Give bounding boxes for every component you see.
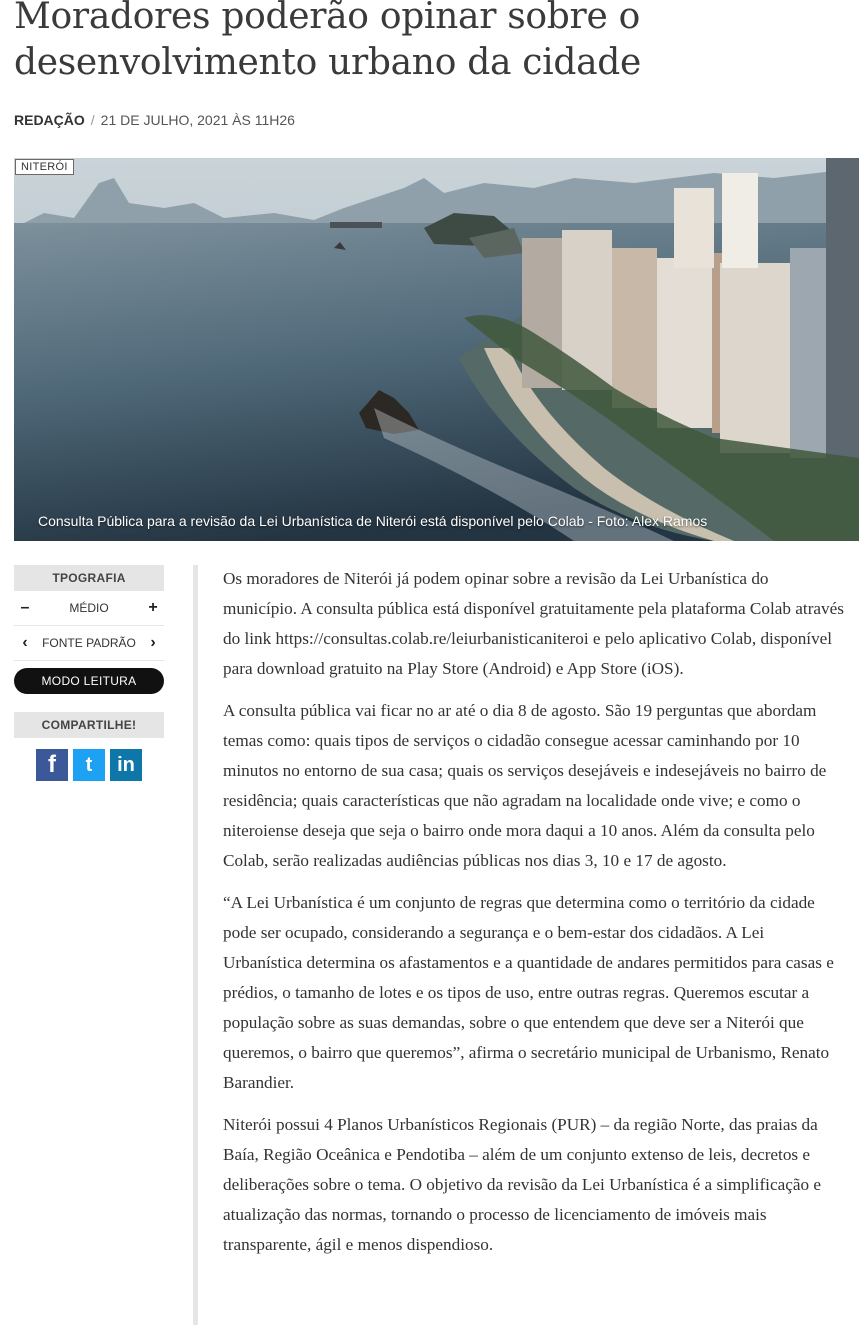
twitter-icon[interactable]: t xyxy=(73,749,105,781)
byline xyxy=(14,112,295,128)
typography-heading: TPOGRAFIA xyxy=(14,565,164,591)
article-title: Moradores poderão opinar sobre o desenvolvimento urbano da cidade xyxy=(14,0,641,83)
next-font-button[interactable]: › xyxy=(150,634,156,651)
linkedin-icon[interactable]: in xyxy=(110,749,142,781)
author-link[interactable]: REDAÇÃO xyxy=(14,112,85,128)
article-paragraph: “A Lei Urbanística é um conjunto de regras que determina como o território da cidade pode ser ocupado, considerando a segurança e o bem-estar dos cidadãos. A Lei Urbanística determina os afastamentos e a quantidade de andares permitidos para casas e prédios, o tamanho de lotes e os tipos de uso, entre outras regras. Queremos escutar a população sobre as suas demandas, sobre o que entendem que deve ser a Niterói que queremos, o bairro que queremos”, afirma o secretário municipal de Urbanismo, Renato Barandier. xyxy=(223,893,834,1092)
font-family-control xyxy=(14,626,164,661)
font-size-control xyxy=(14,591,164,626)
previous-font-button[interactable]: ‹ xyxy=(22,634,28,651)
font-size-value: MÉDIO xyxy=(69,601,109,615)
article-paragraph: Os moradores de Niterói já podem opinar sobre a revisão da Lei Urbanística do município. A consulta pública está disponível gratuitamente pela plataforma Colab através do link https://consultas.colab.re/leiurbanisticaniteroi e pelo aplicativo Colab, disponível para download gratuito na Play Store (Android) e App Store (iOS). xyxy=(223,569,844,678)
decrease-font-size-button[interactable]: – xyxy=(20,599,30,616)
facebook-icon[interactable]: f xyxy=(36,749,68,781)
article-sidebar xyxy=(14,565,164,781)
article-paragraph: Niterói possui 4 Planos Urbanísticos Regionais (PUR) – da região Norte, das praias da Baía, Região Oceânica e Pendotiba – além de um conjunto extenso de leis, decretos e deliberações sobre o tema. O objetivo da revisão da Lei Urbanística é a simplificação e atualização das normas, tornando o processo de licenciamento de imóveis mais transparente, ágil e menos dispendioso. xyxy=(223,1115,821,1254)
hero-photo xyxy=(14,158,859,541)
share-buttons xyxy=(14,749,164,781)
reading-mode-button[interactable]: MODO LEITURA xyxy=(14,668,164,694)
share-heading: COMPARTILHE! xyxy=(14,712,164,738)
hero-photo-scene xyxy=(14,158,859,541)
publish-date: 21 DE JULHO, 2021 ÀS 11H26 xyxy=(100,112,295,128)
image-caption: Consulta Pública para a revisão da Lei Urbanística de Niterói está disponível pelo Colab - Foto: Alex Ramos xyxy=(38,513,708,529)
article-paragraph: A consulta pública vai ficar no ar até o dia 8 de agosto. São 19 perguntas que abordam temas como: quais tipos de serviços o cidadão consegue acessar caminhando por 10 minutos no entorno de sua casa; quais os serviços desejáveis e indesejáveis no bairro de residência; quais características que não agradam na localidade onde vive; e como o niteroiense deseja que seja o bairro onde mora daqui a 10 anos. Além da consulta pelo Colab, serão realizadas audiências públicas nos dias 3, 10 e 17 de agosto. xyxy=(223,701,827,870)
article-body xyxy=(223,564,845,1272)
content-divider xyxy=(193,565,198,1325)
category-tag[interactable]: NITERÓI xyxy=(15,159,74,175)
font-family-value: FONTE PADRÃO xyxy=(42,636,136,650)
increase-font-size-button[interactable]: + xyxy=(148,599,158,616)
byline-separator: / xyxy=(90,112,95,128)
